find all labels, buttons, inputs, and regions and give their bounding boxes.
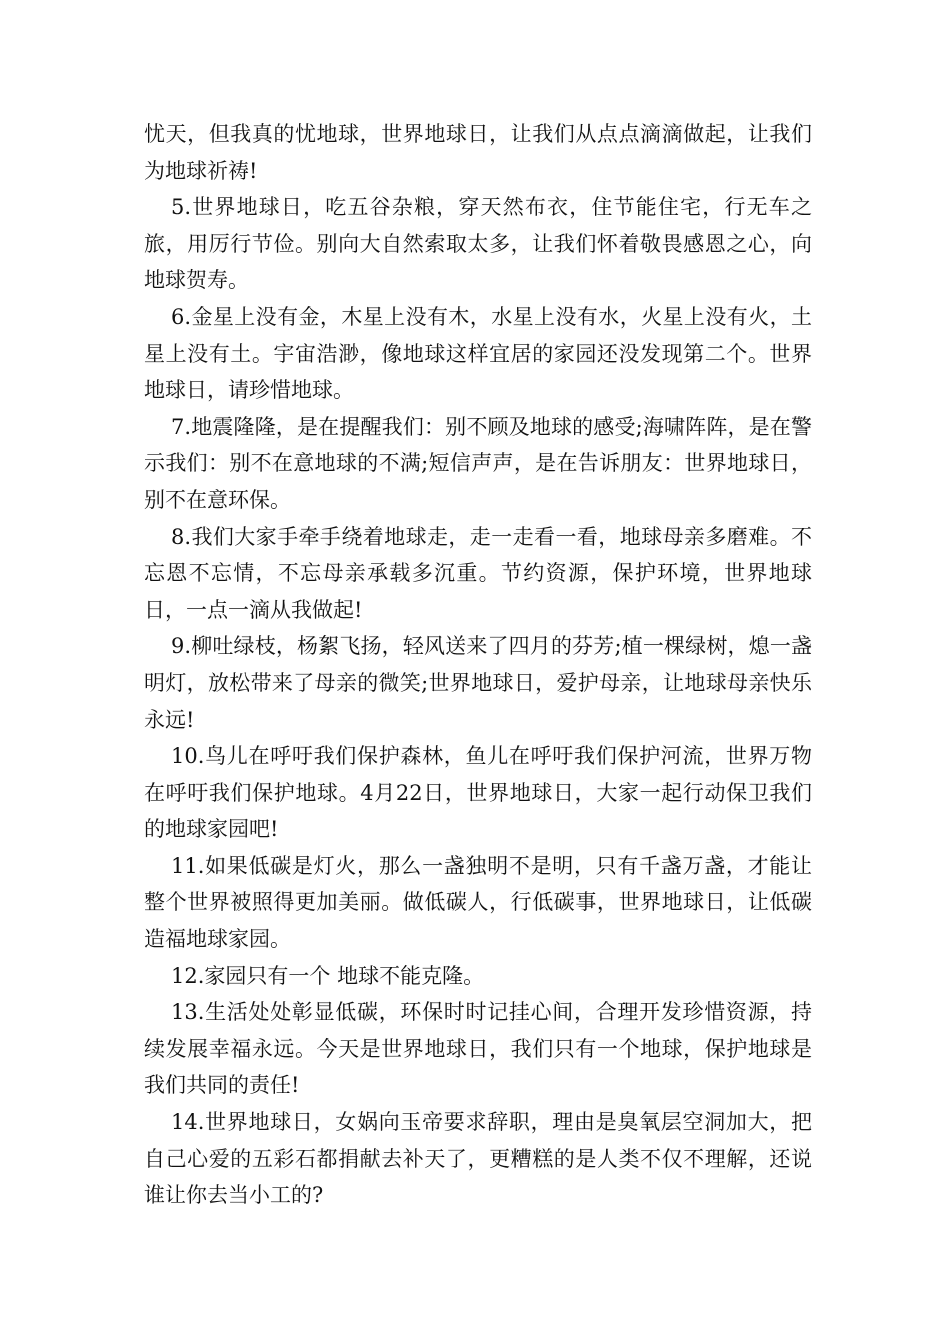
paragraph-item-13: 13.生活处处彰显低碳，环保时时记挂心间，合理开发珍惜资源，持续发展幸福永远。今天是世界地球日，我们只有一个地球，保护地球是我们共同的责任!	[144, 1000, 812, 1098]
paragraph-item-12: 12.家园只有一个 地球不能克隆。	[171, 963, 485, 988]
paragraph-item-9: 9.柳吐绿枝，杨絮飞扬，轻风送来了四月的芬芳;植一棵绿树，熄一盏明灯，放松带来了母亲的微笑;世界地球日，爱护母亲，让地球母亲快乐永远!	[144, 634, 812, 732]
paragraph-item-10: 10.鸟儿在呼吁我们保护森林，鱼儿在呼吁我们保护河流，世界万物在呼吁我们保护地球。4月22日，世界地球日，大家一起行动保卫我们的地球家园吧!	[144, 744, 812, 842]
paragraph-item-11: 11.如果低碳是灯火，那么一盏独明不是明，只有千盏万盏，才能让整个世界被照得更加美丽。做低碳人，行低碳事，世界地球日，让低碳造福地球家园。	[144, 853, 812, 952]
paragraph-item-14: 14.世界地球日，女娲向玉帝要求辞职，理由是臭氧层空洞加大，把自己心爱的五彩石都捐献去补天了，更糟糕的是人类不仅不理解，还说谁让你去当小工的?	[144, 1110, 812, 1208]
paragraph-item-6: 6.金星上没有金，木星上没有木，水星上没有水，火星上没有火，土星上没有土。宇宙浩渺，像地球这样宜居的家园还没发现第二个。世界地球日，请珍惜地球。	[144, 304, 812, 403]
paragraph-item-7: 7.地震隆隆，是在提醒我们：别不顾及地球的感受;海啸阵阵，是在警示我们：别不在意地球的不满;短信声声，是在告诉朋友：世界地球日，别不在意环保。	[144, 414, 812, 512]
paragraph-item-8: 8.我们大家手牵手绕着地球走，走一走看一看，地球母亲多磨难。不忘恩不忘情，不忘母亲承载多沉重。节约资源，保护环境，世界地球日，一点一滴从我做起!	[144, 524, 812, 622]
paragraph-continuation: 忧天，但我真的忧地球，世界地球日，让我们从点点滴滴做起，让我们为地球祈祷!	[144, 122, 812, 183]
document-body	[144, 116, 812, 1214]
paragraph-item-5: 5.世界地球日，吃五谷杂粮，穿天然布衣，住节能住宅，行无车之旅，用厉行节俭。别向大自然索取太多，让我们怀着敬畏感恩之心，向地球贺寿。	[144, 195, 812, 293]
